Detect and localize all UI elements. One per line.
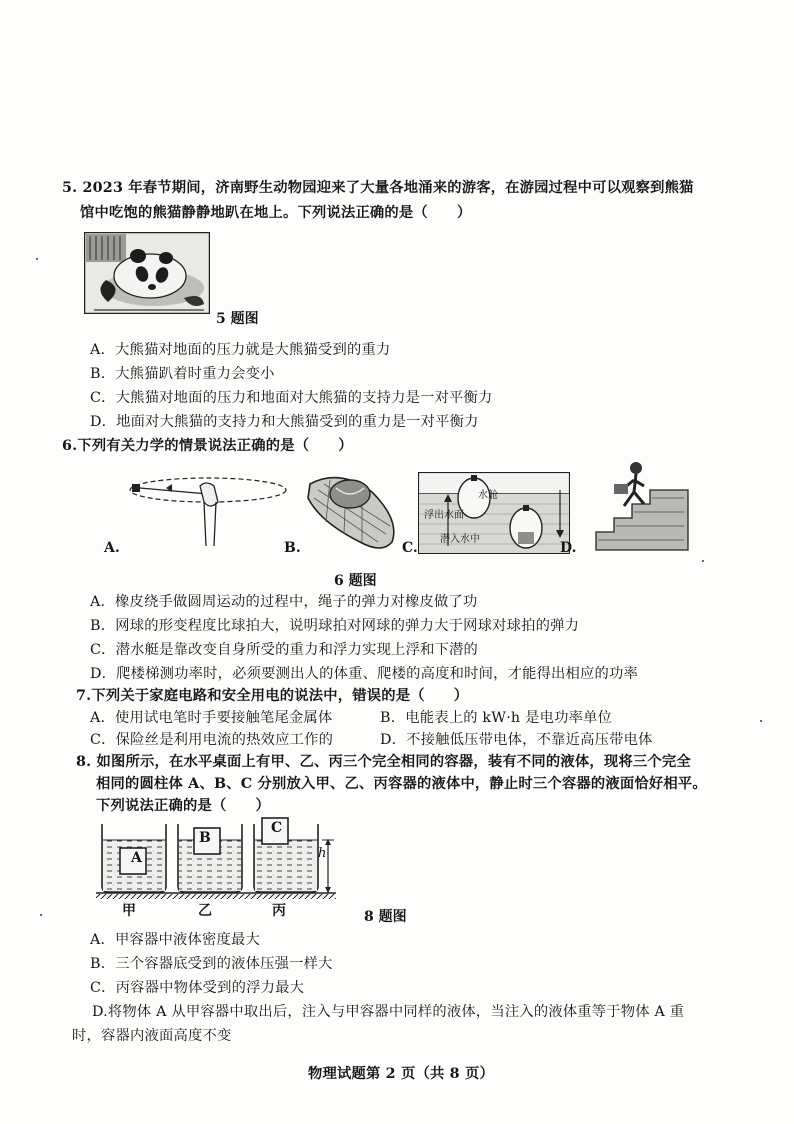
fig6-label-b: B.	[284, 540, 301, 556]
fig8-block-b: B	[199, 830, 211, 846]
fig6c-label-tank: 水舱	[478, 490, 498, 501]
fig8-container-jia: 甲	[122, 903, 136, 919]
q8-option-a[interactable]: A．甲容器中液体密度最大	[90, 932, 260, 948]
q8-figure-caption: 8 题图	[364, 909, 407, 925]
q7-stem: 7.下列关于家庭电路和安全用电的说法中，错误的是（ ）	[76, 688, 469, 704]
q5-option-a[interactable]: A．大熊猫对地面的压力就是大熊猫受到的重力	[90, 342, 391, 358]
q7-option-c[interactable]: C．保险丝是利用电流的热效应工作的	[90, 732, 334, 748]
fig6b-tennis-racket	[300, 464, 406, 556]
q5-option-d[interactable]: D．地面对大熊猫的支持力和大熊猫受到的重力是一对平衡力	[90, 414, 479, 430]
q8-option-b[interactable]: B．三个容器底受到的液体压强一样大	[90, 956, 333, 972]
q5-stem-line2: 馆中吃饱的熊猫静静地趴在地上。下列说法正确的是（ ）	[80, 205, 472, 221]
q6-option-c[interactable]: C．潜水艇是靠改变自身所受的重力和浮力实现上浮和下潜的	[90, 642, 479, 658]
q6-option-d[interactable]: D．爬楼梯测功率时，必须要测出人的体重、爬楼的高度和时间，才能得出相应的功率	[90, 666, 639, 682]
q8-stem-line1: 8. 如图所示，在水平桌面上有甲、乙、丙三个完全相同的容器，装有不同的液体，现将三个完全	[76, 754, 691, 770]
q8-option-d-line1[interactable]: D.将物体 A 从甲容器中取出后，注入与甲容器中同样的液体，当注入的液体重等于物体 A 重	[92, 1004, 685, 1020]
q8-stem-line3: 下列说法正确的是（ ）	[96, 798, 270, 814]
q8-stem-line2: 相同的圆柱体 A、B、C 分别放入甲、乙、丙容器的液体中，静止时三个容器的液面恰好相平。	[96, 776, 707, 792]
q8-option-c[interactable]: C．丙容器中物体受到的浮力最大	[90, 980, 305, 996]
fig6d-stairs-climber	[594, 460, 690, 552]
fig6c-label-surface: 浮出水面	[424, 510, 464, 521]
panda-photo	[84, 232, 210, 314]
fig6-label-a: A.	[104, 540, 120, 556]
q7-option-a[interactable]: A．使用试电笔时手要接触笔尾金属体	[90, 710, 333, 726]
q5-option-b[interactable]: B．大熊猫趴着时重力会变小	[90, 366, 275, 382]
q7-option-b[interactable]: B．电能表上的 kW·h 是电功率单位	[380, 710, 613, 726]
q6-option-a[interactable]: A．橡皮绕手做圆周运动的过程中，绳子的弹力对橡皮做了功	[90, 594, 478, 610]
q5-option-c[interactable]: C．大熊猫对地面的压力和地面对大熊猫的支持力是一对平衡力	[90, 390, 493, 406]
scan-speck	[36, 258, 38, 260]
scan-speck	[40, 914, 42, 916]
fig8-block-a: A	[131, 850, 142, 866]
page-footer: 物理试题第 2 页（共 8 页）	[308, 1066, 494, 1082]
fig8-block-c: C	[271, 820, 283, 836]
q7-option-d[interactable]: D．不接触低压带电体，不靠近高压带电体	[380, 732, 653, 748]
fig6-label-d: D.	[560, 540, 577, 556]
fig8-container-yi: 乙	[198, 903, 212, 919]
q8-option-d-line2[interactable]: 时，容器内液面高度不变	[72, 1028, 232, 1044]
scan-speck	[702, 560, 704, 562]
scan-speck	[760, 720, 762, 722]
q6-figure-caption: 6 题图	[334, 573, 377, 589]
q5-stem-line1: 5. 2023 年春节期间，济南野生动物园迎来了大量各地涌来的游客，在游园过程中可以观察到熊猫	[62, 180, 694, 196]
fig6a-eraser-circle	[126, 466, 296, 556]
q6-stem: 6.下列有关力学的情景说法正确的是（ ）	[62, 438, 353, 454]
fig6-label-c: C.	[402, 540, 418, 556]
fig8-container-bing: 丙	[272, 903, 286, 919]
fig6c-label-dive: 潜入水中	[440, 534, 480, 545]
fig8-height-label: h	[318, 846, 327, 861]
q6-option-b[interactable]: B．网球的形变程度比球拍大，说明球拍对网球的弹力大于网球对球拍的弹力	[90, 618, 580, 634]
q5-figure-caption: 5 题图	[216, 311, 259, 327]
